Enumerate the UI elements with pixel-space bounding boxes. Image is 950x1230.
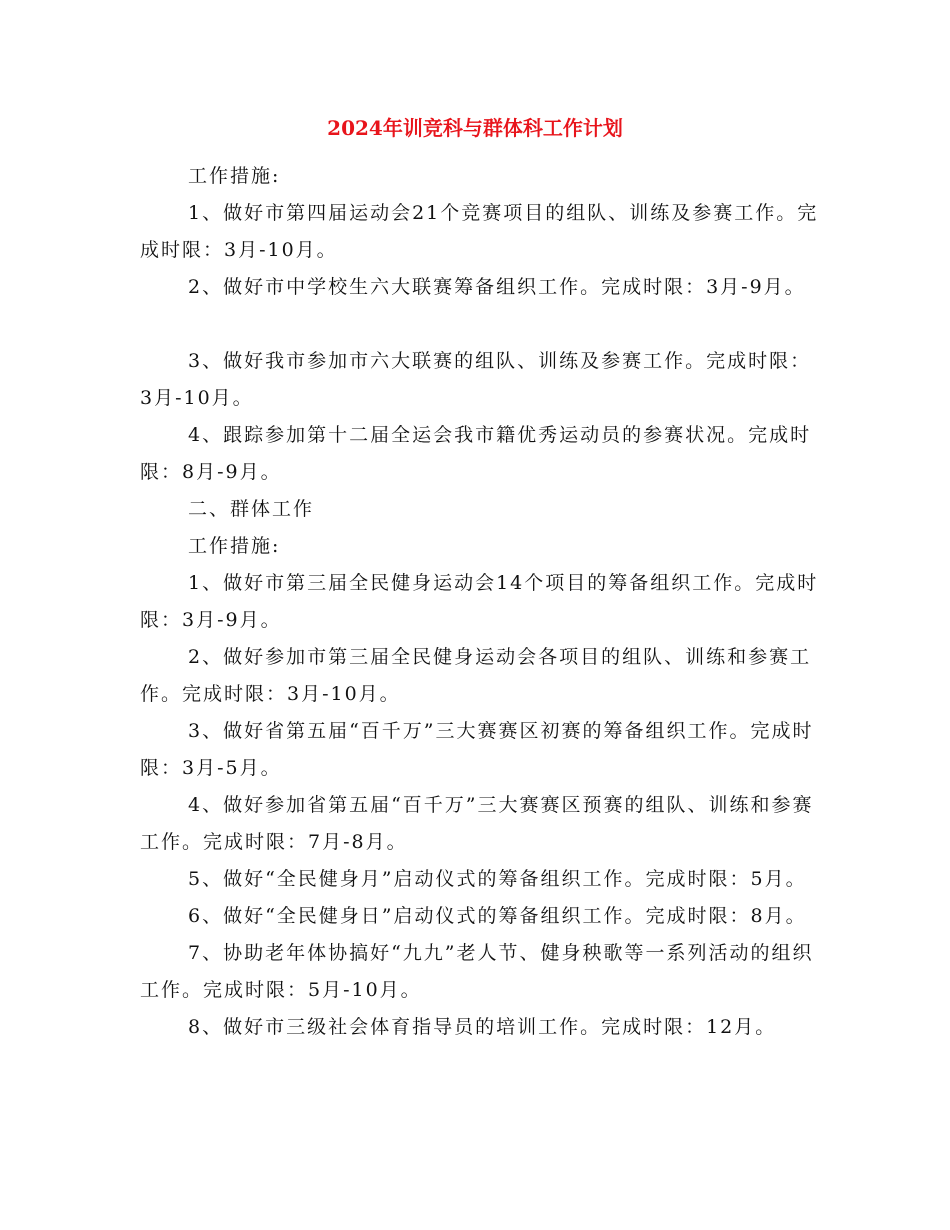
paragraph-mass-item-4: 4、做好参加省第五届“百千万”三大赛赛区预赛的组队、训练和参赛工作。完成时限：7月-8月。 xyxy=(140,794,814,853)
section-heading-mass-sports: 二、群体工作 xyxy=(188,498,315,520)
paragraph-mass-item-3: 3、做好省第五届“百千万”三大赛赛区初赛的筹备组织工作。完成时限：3月-5月。 xyxy=(140,720,814,779)
paragraph-item-2: 2、做好市中学校生六大联赛筹备组织工作。完成时限：3月-9月。 xyxy=(188,276,806,298)
paragraph-item-1: 1、做好市第四届运动会21个竞赛项目的组队、训练及参赛工作。完成时限：3月-10月。 xyxy=(140,202,819,261)
paragraph-mass-item-6: 6、做好“全民健身日”启动仪式的筹备组织工作。完成时限：8月。 xyxy=(188,905,807,927)
paragraph-item-4: 4、跟踪参加第十二届全运会我市籍优秀运动员的参赛状况。完成时限：8月-9月。 xyxy=(140,424,812,483)
paragraph-mass-item-1: 1、做好市第三届全民健身运动会14个项目的筹备组织工作。完成时限：3月-9月。 xyxy=(140,572,819,631)
paragraph-work-measures-2: 工作措施: xyxy=(188,535,281,557)
paragraph-work-measures-1: 工作措施: xyxy=(188,165,281,187)
document-body xyxy=(140,158,820,1046)
document-title: 2024年训竞科与群体科工作计划 xyxy=(327,116,623,140)
paragraph-item-3: 3、做好我市参加市六大联赛的组队、训练及参赛工作。完成时限：3月-10月。 xyxy=(140,350,812,409)
paragraph-blank-line xyxy=(140,306,820,343)
paragraph-mass-item-2: 2、做好参加市第三届全民健身运动会各项目的组队、训练和参赛工作。完成时限：3月-10月。 xyxy=(140,646,812,705)
paragraph-mass-item-7: 7、协助老年体协搞好“九九”老人节、健身秧歌等一系列活动的组织工作。完成时限：5月-10月。 xyxy=(140,942,814,1001)
paragraph-mass-item-8: 8、做好市三级社会体育指导员的培训工作。完成时限：12月。 xyxy=(188,1016,777,1038)
paragraph-mass-item-5: 5、做好“全民健身月”启动仪式的筹备组织工作。完成时限：5月。 xyxy=(188,868,807,890)
